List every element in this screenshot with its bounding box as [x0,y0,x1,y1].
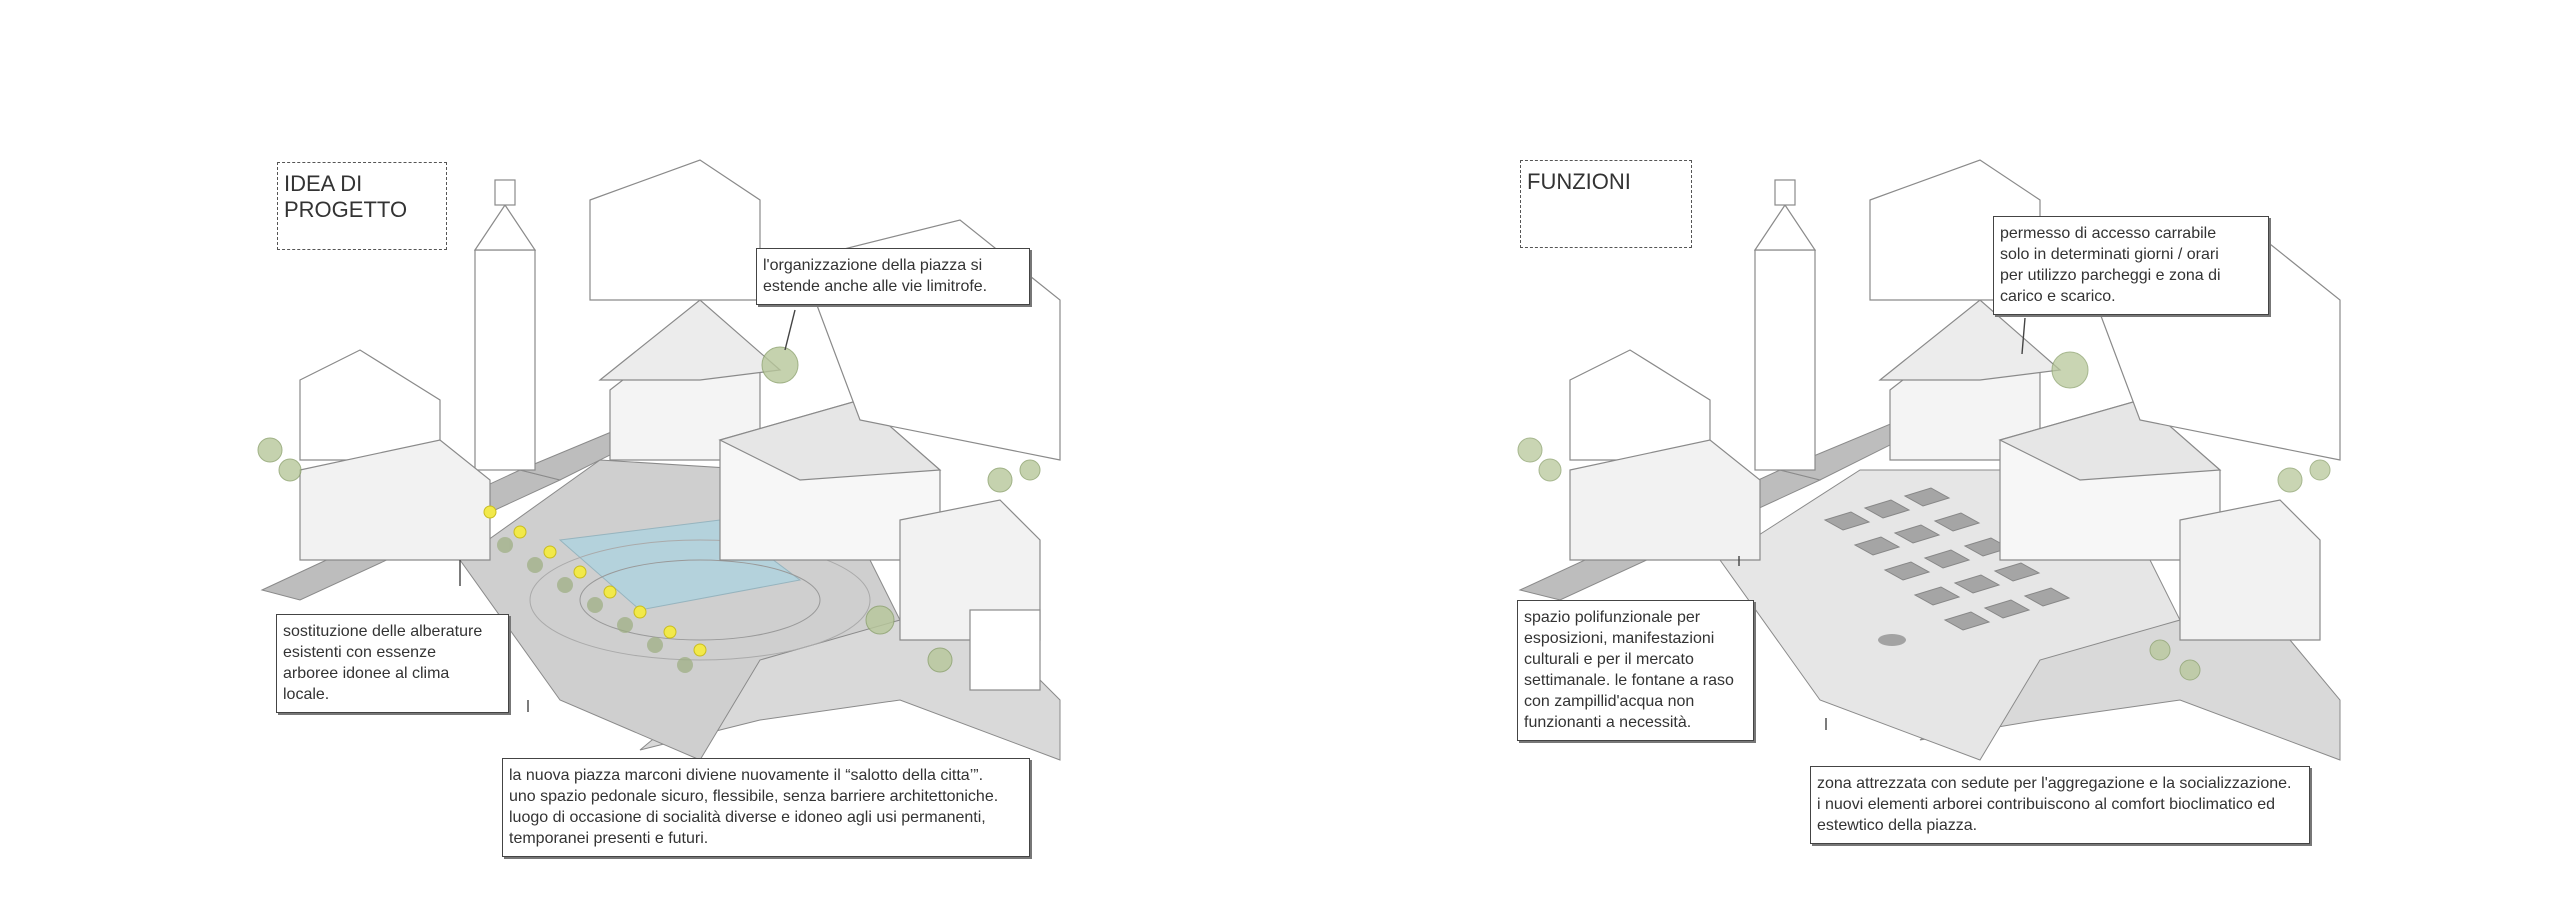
panel-funzioni [1280,0,2560,905]
callout-line: spazio polifunzionale per [1524,609,1701,626]
callout-salotto-citta [502,758,1030,857]
callout-line: arboree idonee al clima [283,665,450,682]
callout-line: luogo di occasione di socialità diverse e idoneo agli usi permanenti, [509,809,986,826]
panel-title: FUNZIONI [1520,160,1692,248]
callout-line: funzionanti a necessità. [1524,714,1692,731]
callout-vie-limitrofe [756,248,1030,305]
callout-line: per utilizzo parcheggi e zona di [2000,267,2221,284]
callout-line: locale. [283,686,330,703]
callout-line: culturali e per il mercato [1524,651,1694,668]
callout-line: l'organizzazione della piazza si [763,257,983,274]
callout-alberature [276,614,509,713]
callout-line: con zampillid'acqua non [1524,693,1695,710]
callout-line: solo in determinati giorni / orari [2000,246,2219,263]
callout-line: i nuovi elementi arborei contribuiscono al comfort bioclimatico ed [1817,796,2275,813]
callout-zona-attrezzata [1810,766,2310,844]
callout-accesso-carrabile [1993,216,2269,315]
callout-line: settimanale. le fontane a raso [1524,672,1734,689]
callout-line: uno spazio pedonale sicuro, flessibile, senza barriere architettoniche. [509,788,999,805]
callout-line: sostituzione delle alberature [283,623,483,640]
panel-title: IDEA DI PROGETTO [277,162,447,250]
callout-line: zona attrezzata con sedute per l'aggregazione e la socializzazione. [1817,775,2292,792]
fountains [1878,634,1906,646]
callout-line: estewtico della piazza. [1817,817,1978,834]
callout-line: esposizioni, manifestazioni [1524,630,1715,647]
callout-spazio-polifunzionale [1517,600,1754,741]
callout-line: esistenti con essenze [283,644,436,661]
callout-line: la nuova piazza marconi diviene nuovamente il “salotto della citta’”. [509,767,984,784]
callout-line: permesso di accesso carrabile [2000,225,2217,242]
callout-line: estende anche alle vie limitrofe. [763,278,988,295]
callout-line: carico e scarico. [2000,288,2116,305]
callout-line: temporanei presenti e futuri. [509,830,709,847]
